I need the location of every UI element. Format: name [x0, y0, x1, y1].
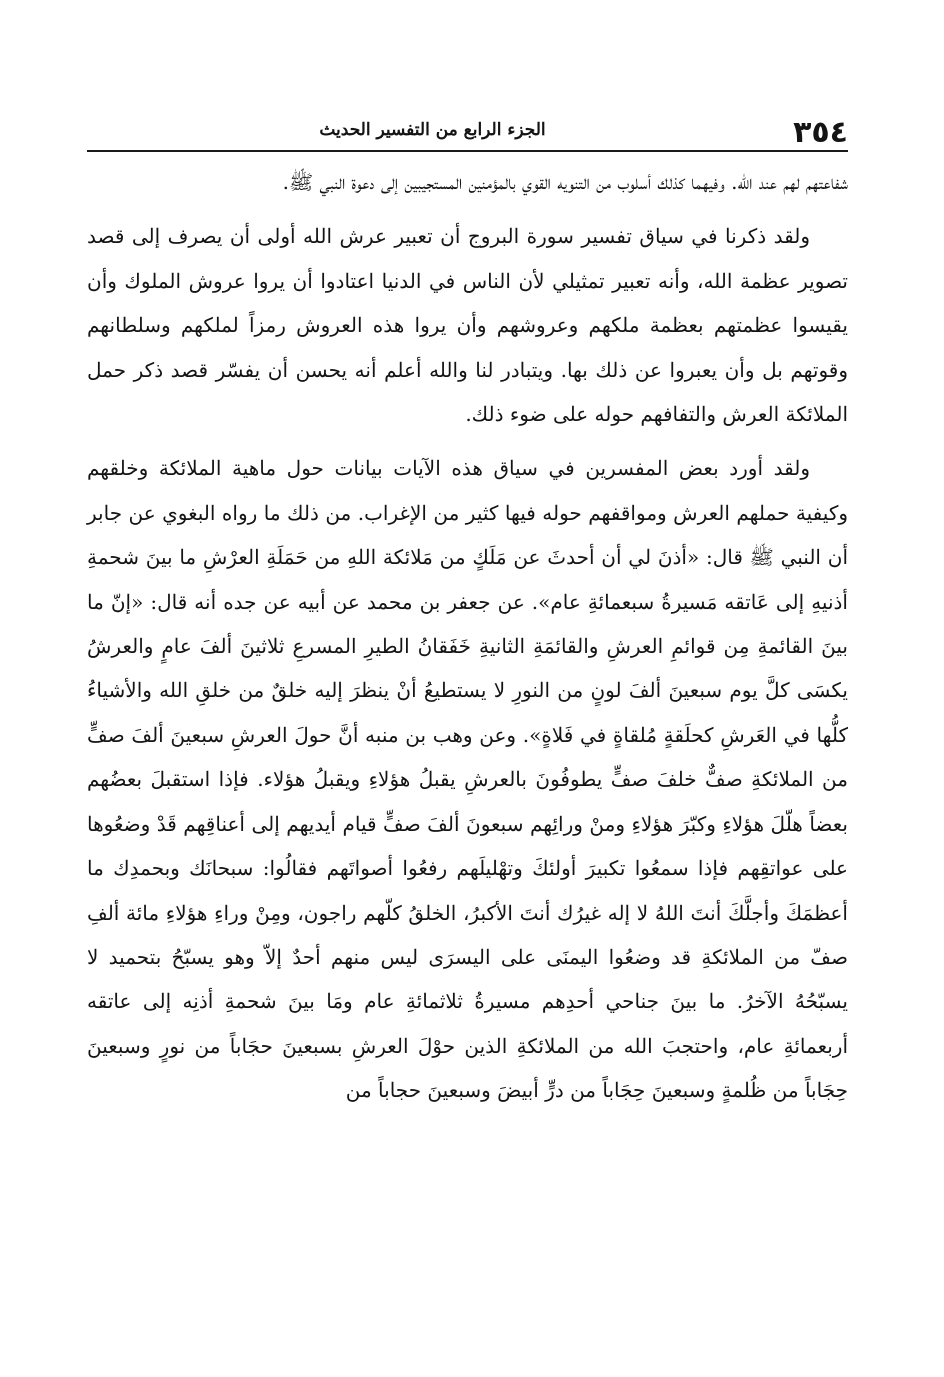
paragraph-throne-interpretation: ولقد ذكرنا في سياق تفسير سورة البروج أن تعبير عرش الله أولى أن يصرف إلى قصد تصوير عظمة الله، وأنه تعبير تمثيلي لأن الناس في الدنيا اعتادوا أن يروا عروش الملوك وأن يقيسوا عظمتهم بعظمة ملكهم وعروشهم وأن يروا هذه العروش رمزاً لملكهم وسلطانهم وقوتهم بل وأن يعبروا عن ذلك بها. ويتبادر لنا والله أعلم أنه يحسن أن يفسّر قصد ذكر حمل الملائكة العرش والتفافهم حوله على ضوء ذلك. — [87, 224, 848, 427]
page-header — [87, 110, 848, 150]
paragraph-angels-narrations: ولقد أورد بعض المفسرين في سياق هذه الآيات بيانات حول ماهية الملائكة وخلقهم وكيفية حملهم العرش ومواقفهم حوله فيها كثير من الإغراب. من ذلك ما رواه البغوي عن جابر أن النبي ﷺ قال: «أذنَ لي أن أحدثَ عن مَلَكٍ من مَلائكة اللهِ من حَمَلَةِ العرْشِ ما بينَ شحمةِ أذنيهِ إلى عَاتقه مَسيرةُ سبعمائةِ عام». عن جعفر بن محمد عن أبيه عن جده أنه قال: «إنّ ما بينَ القائمةِ مِن قوائمِ العرشِ والقائمَةِ الثانيةِ خَفَقانُ الطيرِ المسرعِ ثلاثينَ ألفَ عامٍ والعرشُ يكسَى كلَّ يوم سبعينَ ألفَ لونٍ من النورِ لا يستطيعُ أنْ ينظرَ إليه خلقٌ من خلقِ الله والأشياءُ كلُّها في العَرشِ كحلَقةٍ مُلقاةٍ في فَلاةٍ». وعن وهب بن منبه أنَّ حولَ العرشِ سبعينَ ألفَ صفٍّ من الملائكةِ صفٌّ خلفَ صفٍّ يطوفُونَ بالعرشِ يقبلُ هؤلاءِ ويقبلُ هؤلاء. فإذا استقبلَ بعضُهم بعضاً هلّلَ هؤلاءِ وكبّرَ هؤلاءِ ومنْ ورائِهم سبعونَ ألفَ صفٍّ قيام أيديهم إلى أعناقِهم قَدْ وضعُوها على عواتقِهم فإذا سمعُوا تكبيرَ أولئكَ وتهْليلَهم رفعُوا أصواتَهم فقالُوا: سبحانَك وبحمدِك ما أعظمَكَ وأجلَّكَ أنتَ اللهُ لا إله غيرُك أنتَ الأكبرُ، الخلقُ كلّهم راجون، ومِنْ وراءِ هؤلاءِ مائة ألفِ صفّ من الملائكةِ قد وضعُوا اليمنَى على اليسرَى ليس منهم أحدٌ إلاّ وهو يسبّحُ بتحميد لا يسبّحُهُ الآخرُ. ما بينَ جناحي أحدِهم مسيرةُ ثلاثمائةِ عام ومَا بينَ شحمةِ أذنِه إلى عاتقه أربعمائةِ عام، واحتجبَ الله من الملائكةِ الذين حوْلَ العرشِ بسبعينَ حجَاباً من نورٍ وسبعينَ حِجَاباً من ظُلمةٍ وسبعينَ حِجَاباً من درٍّ أبيضَ وسبعينَ حجاباً من — [87, 456, 848, 1103]
paragraph-intercession: شفاعتهم لهم عند الله. وفيهما كذلك أسلوب من التنويه القوي بالمؤمنين المستجيبين إلى دعوة النبي ﷺ. — [282, 170, 848, 194]
page-number: ٣٥٤ — [793, 115, 848, 150]
running-title: الجزء الرابع من التفسير الحديث — [319, 120, 546, 140]
header-rule — [87, 150, 848, 152]
body-text — [87, 160, 848, 1113]
